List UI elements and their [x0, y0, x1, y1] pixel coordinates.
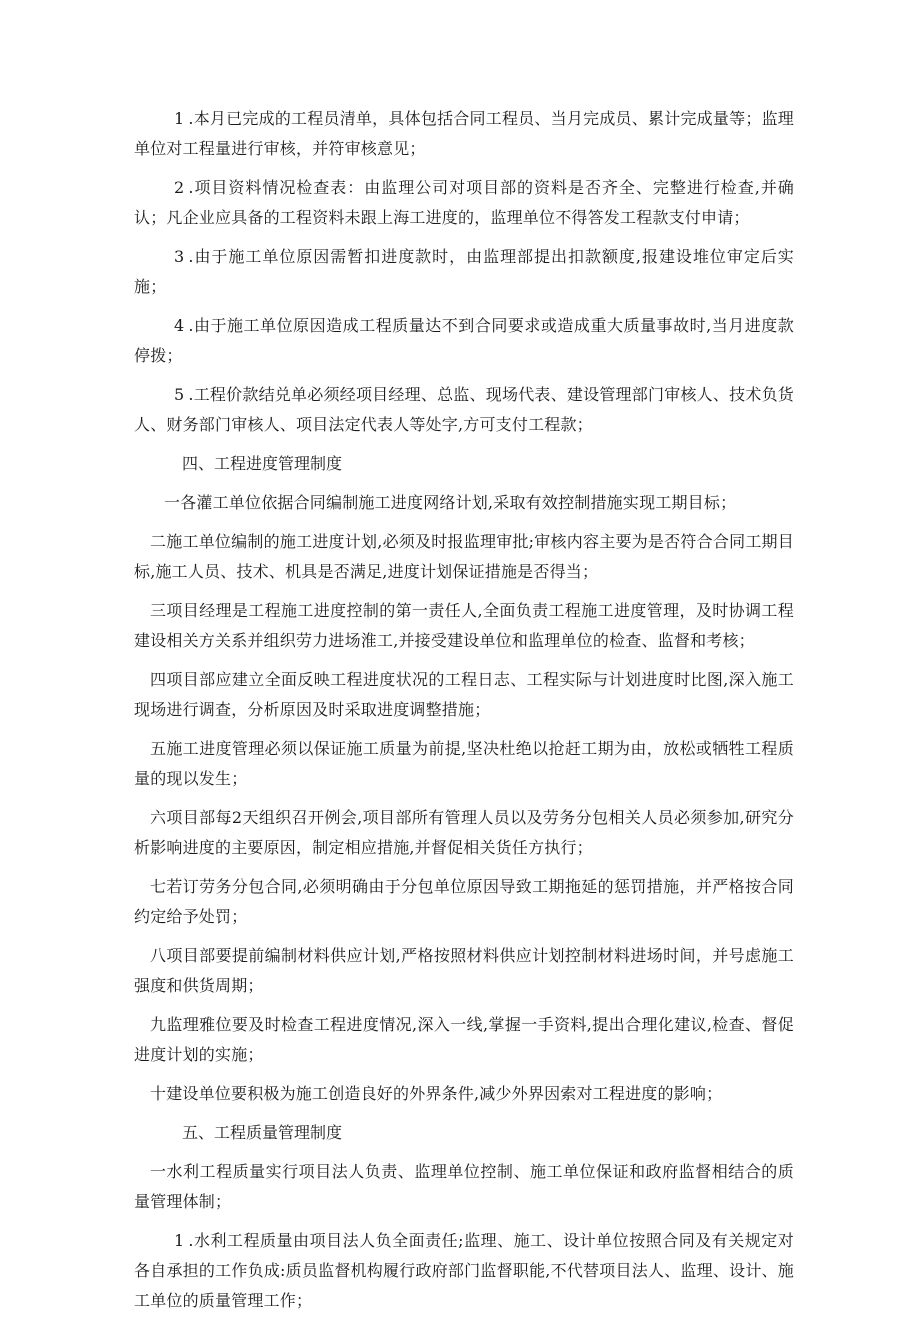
numbered-paragraph-1	[134, 104, 794, 164]
paragraph-text: .由于施工单位原因需暂扣进度款时，由监理部提出扣款额度,报建设堆位审定后实施；	[134, 247, 794, 296]
progress-item-9: 九监理雅位要及时检查工程进度情况,深入一线,掌握一手资料,提出合理化建议,检查、督促进度计划的实施；	[134, 1015, 794, 1064]
progress-item-2: 二施工单位编制的施工进度计划,必须及时报监理审批;审核内容主要为是否符合合同工期目标,施工人员、技术、机具是否满足,进度计划保证措施是否得当；	[134, 532, 794, 581]
progress-item-10: 十建设单位要积极为施工创造良好的外界条件,减少外界因索对工程进度的影响；	[150, 1084, 723, 1103]
paragraph-text: .工程价款结兑单必须经项目经理、总监、现场代表、建设管理部门审核人、技术负货人、财务部门审核人、项目法定代表人等处字,方可支付工程款；	[134, 385, 794, 434]
paragraph-number: 4	[174, 316, 185, 335]
numbered-paragraph-3	[134, 242, 794, 302]
progress-item-3: 三项目经理是工程施工进度控制的第一责任人,全面负责工程施工进度管理，及时协调工程建设相关方关系并组织劳力进场淮工,并接受建设单位和监理单位的检查、监督和考核；	[134, 601, 794, 650]
progress-item-8: 八项目部要提前编制材料供应计划,严格按照材料供应计划控制材料进场时间，并号虑施工强度和供货周期；	[134, 946, 794, 995]
section-heading-progress-management: 四、工程进度管理制度	[182, 454, 343, 473]
progress-item-4: 四项目部应建立全面反映工程进度状况的工程日志、工程实际与计划进度时比图,深入施工现场进行调查，分析原因及时采取进度调整措施；	[134, 670, 794, 719]
paragraph-number: 3	[174, 247, 185, 266]
quality-sub-paragraph-1	[134, 1226, 794, 1316]
paragraph-number: 5	[174, 385, 185, 404]
progress-item-6: 六项目部每2天组织召开例会,项目部所有管理人员以及劳务分包相关人员必须参加,研究分析影响进度的主要原因，制定相应措施,并督促相关货任方执行；	[134, 808, 794, 857]
progress-item-1: 一各灌工单位依据合同编制施工进度网络计划,采取有效控制措施实现工期目标；	[164, 493, 737, 512]
paragraph-text: .项目资料情况检查表：由监理公司对项目部的资料是否齐全、完整进行检查,并确认；凡企业应具备的工程资料未跟上海工进度的，监理单位不得答发工程款支付申请；	[134, 178, 794, 227]
numbered-paragraph-5	[134, 380, 794, 440]
progress-item-5: 五施工进度管理必须以保证施工质量为前提,坚决杜绝以抢赶工期为由，放松或牺牲工程质量的现以发生；	[134, 739, 794, 788]
paragraph-text: .本月已完成的工程员清单，具体包括合同工程员、当月完成员、累计完成量等；监理单位对工程量进行审核，并符审核意见；	[134, 109, 794, 158]
progress-item-7: 七若订劳务分包合同,必须明确由于分包单位原因导致工期拖延的惩罚措施，并严格按合同约定给予处罚；	[134, 877, 794, 926]
document-body	[134, 104, 794, 1325]
numbered-paragraph-4	[134, 311, 794, 371]
paragraph-number: 2	[174, 178, 185, 197]
section-heading-quality-management: 五、工程质量管理制度	[182, 1123, 343, 1142]
paragraph-text: .水利工程质量由项目法人负全面责任;监理、施工、设计单位按照合同及有关规定对各自承担的工作负成:质员监督机构履行政府部门监督职能,不代替项目法人、监理、设计、施工单位的质量管理工作；	[134, 1231, 794, 1310]
paragraph-number: 1	[174, 109, 185, 128]
paragraph-text: .由于施工单位原因造成工程质量达不到合同要求或造成重大质量事故时,当月进度款停拨；	[134, 316, 794, 365]
quality-item-1: 一水利工程质量实行项目法人负责、监理单位控制、施工单位保证和政府监督相结合的质量管理体制；	[134, 1162, 794, 1211]
numbered-paragraph-2	[134, 173, 794, 233]
paragraph-number: 1	[174, 1231, 185, 1250]
